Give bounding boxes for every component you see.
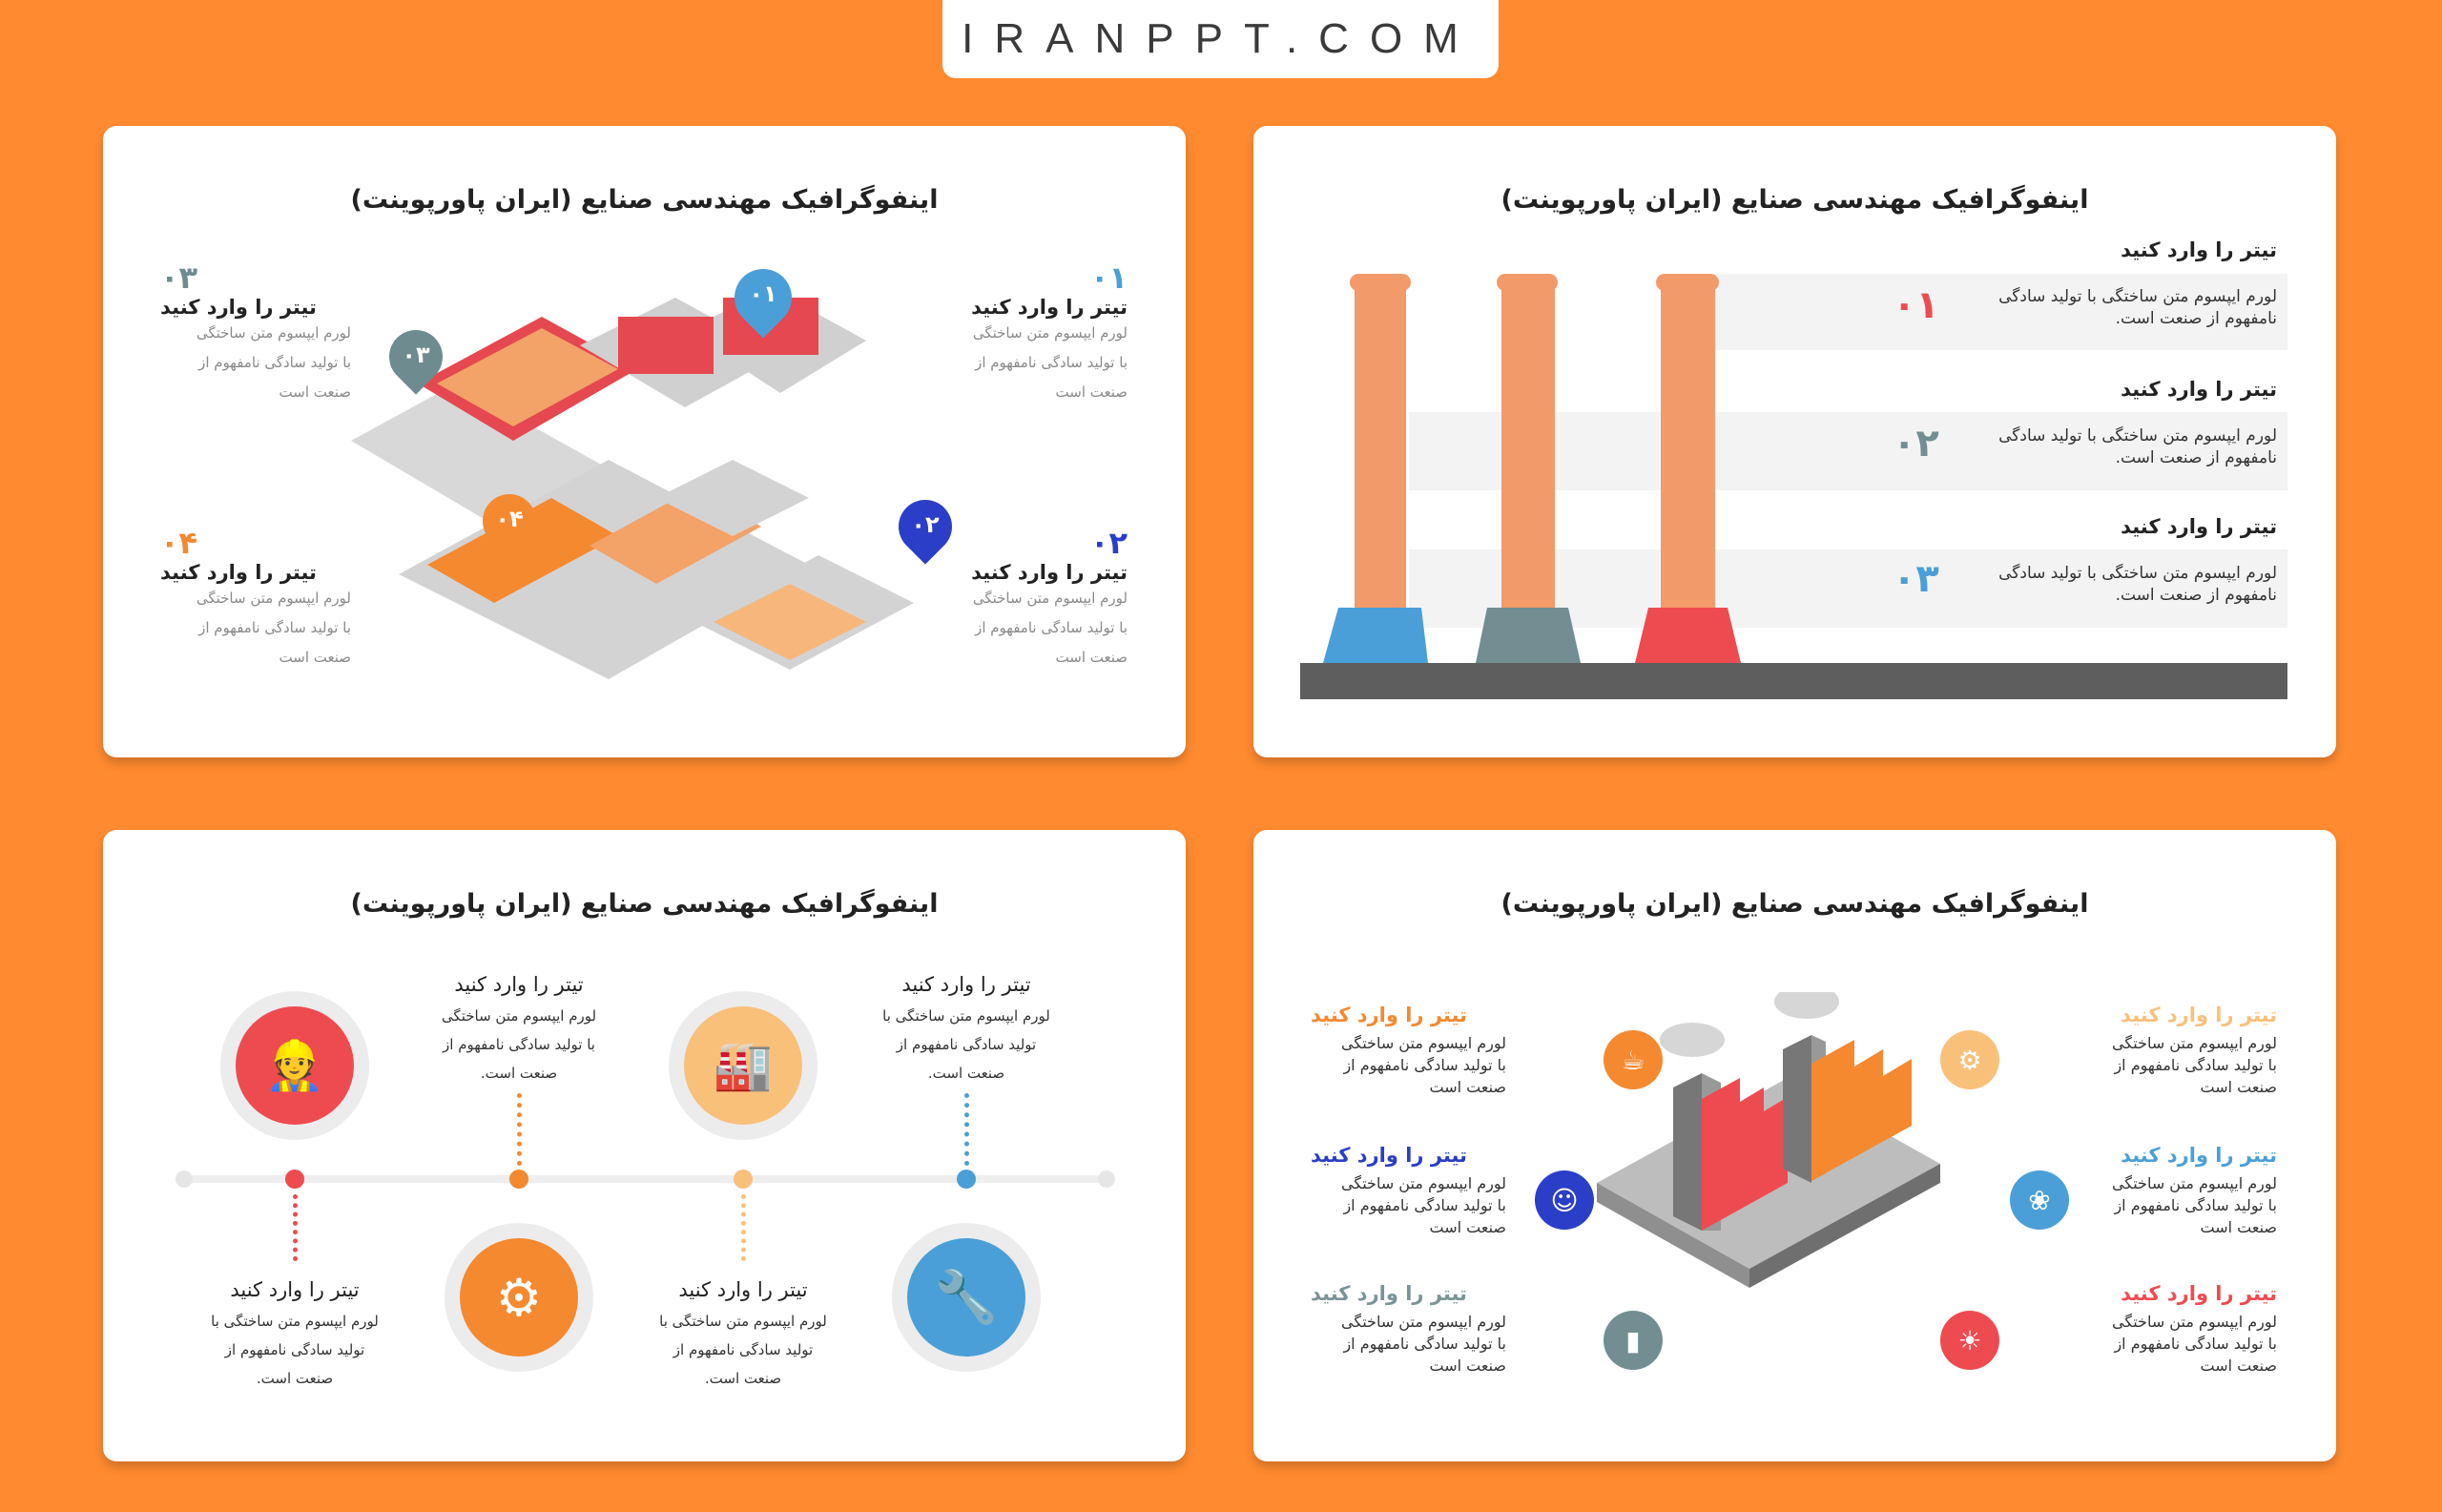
item-title: تیتر را وارد کنید <box>230 1278 360 1301</box>
brand-text: IRANPPT.COM <box>962 15 1480 62</box>
ground-bar <box>1300 663 2287 699</box>
item-body: لورم ایپسوم متن ساختگی با تولید سادگی نامفهوم از صنعت است <box>2112 1313 2277 1375</box>
chimney-blue <box>1323 274 1428 663</box>
item-number: ۰۲ <box>1893 422 1939 466</box>
item-number: ۰۱ <box>1089 259 1128 296</box>
gears-icon: ⚙ <box>460 1238 578 1357</box>
item-title: تیتر را وارد کنید <box>901 973 1031 996</box>
icon-halo <box>669 991 817 1140</box>
chimney-red <box>1635 274 1741 663</box>
slide-card-timeline[interactable] <box>103 830 1186 1461</box>
icon-halo <box>892 1223 1041 1372</box>
item-title: تیتر را وارد کنید <box>2121 378 2277 401</box>
item-number: ۰۱ <box>1893 283 1939 327</box>
item-title: تیتر را وارد کنید <box>2121 1144 2277 1167</box>
item-title: تیتر را وارد کنید <box>1311 1282 1467 1305</box>
item-title: تیتر را وارد کنید <box>160 561 317 584</box>
item-body: لورم ایپسوم متن ساختگی با تولید سادگی نامفهوم از صنعت است <box>2112 1034 2277 1096</box>
feature-item <box>1311 1144 1506 1238</box>
item-title: تیتر را وارد کنید <box>454 973 584 996</box>
connector <box>964 1093 969 1166</box>
worker-icon: 👷 <box>236 1006 354 1125</box>
item-number: ۰۴ <box>160 525 198 561</box>
timeline-item <box>638 1278 848 1393</box>
connector <box>517 1093 522 1166</box>
gear-icon: ⚙ <box>1940 1030 1999 1089</box>
plant-icon: ❀ <box>2010 1170 2069 1230</box>
item-title: تیتر را وارد کنید <box>2121 1004 2277 1026</box>
isometric-factory-illustration <box>332 259 962 717</box>
item-body: لورم ایپسوم متن ساختگی با تولید سادگی نامفهوم از صنعت است. <box>211 1313 379 1387</box>
item-04 <box>160 525 351 673</box>
icon-halo <box>445 1223 593 1372</box>
item-title: تیتر را وارد کنید <box>1311 1144 1467 1167</box>
item-body: لورم ایپسوم متن ساختگی با تولید سادگی نامفهوم از صنعت است <box>972 590 1128 666</box>
feature-item <box>1311 1282 1506 1377</box>
slide-card-chimneys[interactable] <box>1253 126 2336 757</box>
item-02 <box>933 525 1128 673</box>
item-body: لورم ایپسوم متن ساختگی با تولید سادگی نامفهوم از صنعت است <box>1341 1034 1506 1096</box>
item-title: تیتر را وارد کنید <box>971 561 1128 584</box>
icon-halo <box>220 991 369 1140</box>
item-body: لورم ایپسوم متن ساختگی با تولید سادگی نامفهوم از صنعت است <box>2112 1174 2277 1236</box>
item-title: تیتر را وارد کنید <box>971 296 1128 319</box>
item-body: لورم ایپسوم متن ساختگی با تولید سادگی نامفهوم از صنعت است. <box>1998 564 2277 605</box>
timeline-dot[interactable] <box>734 1170 753 1189</box>
feature-item <box>2081 1004 2277 1098</box>
smile-icon: ☺ <box>1535 1170 1594 1230</box>
item-body: لورم ایپسوم متن ساختگی با تولید سادگی نامفهوم از صنعت است <box>196 324 351 401</box>
slide-title: اینفوگرافیک مهندسی صنایع (ایران پاورپوینت) <box>1500 889 2089 919</box>
feature-item <box>1311 1004 1506 1098</box>
bar-chart-icon: ▮ <box>1604 1311 1663 1370</box>
timeline-end <box>176 1170 193 1188</box>
coffee-icon: ☕ <box>1604 1030 1663 1089</box>
item-title: تیتر را وارد کنید <box>678 1278 808 1301</box>
timeline-dot[interactable] <box>509 1170 528 1189</box>
item-01 <box>933 259 1128 407</box>
item-title: تیتر را وارد کنید <box>2121 238 2277 261</box>
timeline-end <box>1098 1170 1115 1188</box>
item-title: تیتر را وارد کنید <box>2121 515 2277 538</box>
pin-label: ۰۱ <box>749 280 777 307</box>
item-title: تیتر را وارد کنید <box>160 296 317 319</box>
sunset-icon: ☀ <box>1940 1311 1999 1370</box>
item-title: تیتر را وارد کنید <box>1311 1004 1467 1026</box>
item-title: تیتر را وارد کنید <box>2121 1282 2277 1305</box>
pin-label: ۰۲ <box>911 511 940 538</box>
feature-item <box>2081 1282 2277 1377</box>
slide-title: اینفوگرافیک مهندسی صنایع (ایران پاورپوینت) <box>350 185 939 215</box>
item-body: لورم ایپسوم متن ساختگی با تولید سادگی نامفهوم از صنعت است <box>1341 1313 1506 1375</box>
pin-label: ۰۳ <box>402 342 430 368</box>
timeline-dot[interactable] <box>957 1170 976 1189</box>
wrench-icon: 🔧 <box>907 1238 1025 1357</box>
item-body: لورم ایپسوم متن ساختگی با تولید سادگی نامفهوم از صنعت است. <box>1998 426 2277 467</box>
slide-card-isometric-factory[interactable] <box>103 126 1186 757</box>
factory-icon: 🏭 <box>684 1006 802 1125</box>
item-body: لورم ایپسوم متن ساختگی با تولید سادگی نامفهوم از صنعت است <box>1341 1174 1506 1236</box>
connector <box>741 1194 746 1261</box>
isometric-factory-illustration <box>1597 992 1969 1345</box>
timeline-dot[interactable] <box>285 1170 304 1189</box>
item-body: لورم ایپسوم متن ساختگی با تولید سادگی نامفهوم از صنعت است <box>972 324 1128 401</box>
slide-title: اینفوگرافیک مهندسی صنایع (ایران پاورپوینت) <box>1500 185 2089 215</box>
item-number: ۰۲ <box>1089 525 1128 561</box>
item-body: لورم ایپسوم متن ساختگی با تولید سادگی نامفهوم از صنعت است. <box>441 1007 597 1082</box>
item-body: لورم ایپسوم متن ساختگی با تولید سادگی نامفهوم از صنعت است <box>196 590 351 666</box>
brand-badge[interactable] <box>942 0 1499 78</box>
item-body: لورم ایپسوم متن ساختگی با تولید سادگی نامفهوم از صنعت است. <box>659 1313 827 1387</box>
feature-item <box>2081 1144 2277 1238</box>
slide-title: اینفوگرافیک مهندسی صنایع (ایران پاورپوینت) <box>350 889 939 919</box>
timeline-item <box>414 973 624 1087</box>
item-03 <box>160 259 351 407</box>
timeline-item <box>190 1278 400 1393</box>
item-number: ۰۳ <box>160 259 198 296</box>
timeline-item <box>861 973 1071 1087</box>
item-body: لورم ایپسوم متن ساختگی با تولید سادگی نامفهوم از صنعت است. <box>1998 287 2277 328</box>
pin-label: ۰۴ <box>495 506 524 532</box>
slide-card-factory-icons[interactable] <box>1253 830 2336 1461</box>
chimney-gray <box>1476 274 1581 663</box>
connector <box>293 1194 298 1261</box>
item-number: ۰۳ <box>1893 557 1939 601</box>
item-body: لورم ایپسوم متن ساختگی با تولید سادگی نامفهوم از صنعت است. <box>882 1007 1050 1082</box>
